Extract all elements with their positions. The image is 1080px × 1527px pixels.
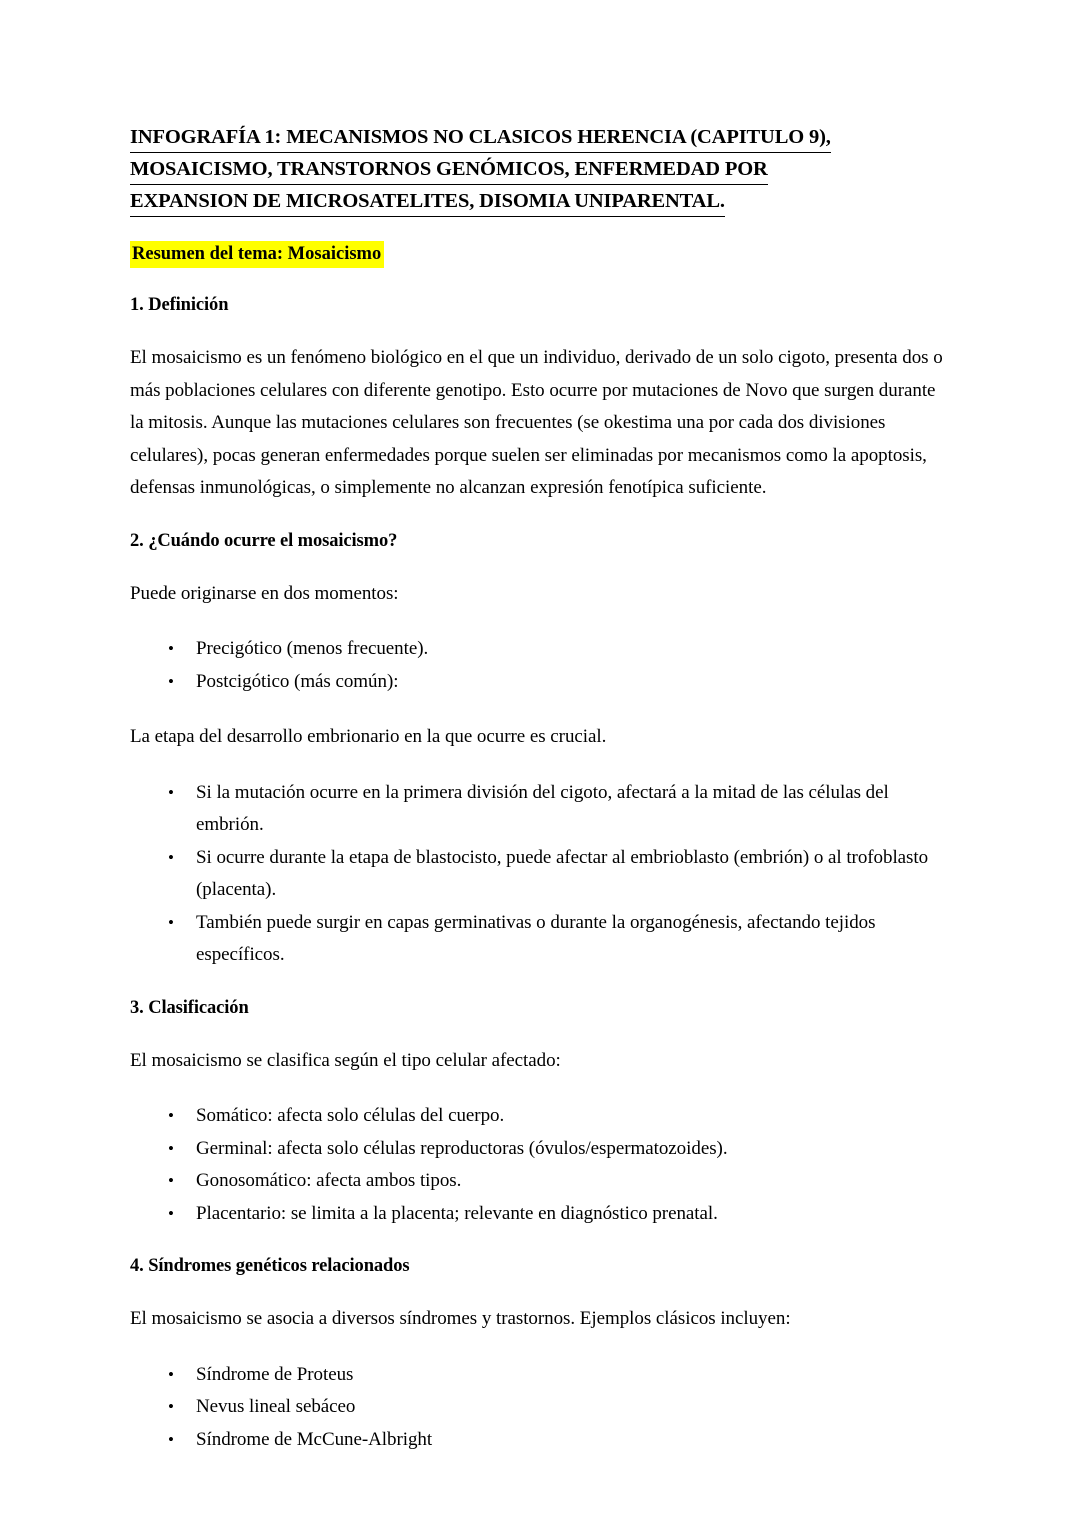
list-item (130, 633, 945, 666)
section-heading-sindromes: 4. Síndromes genéticos relacionados (130, 1256, 410, 1276)
list-item (130, 842, 945, 907)
bullet-icon: • (168, 639, 174, 658)
bullet-icon: • (168, 912, 174, 932)
highlighted-subject-heading: Resumen del tema: Mosaicismo (130, 241, 384, 268)
list-item (130, 1198, 945, 1231)
section-middle-paragraph-etapa: La etapa del desarrollo embrionario en la que ocurre es crucial. (130, 726, 607, 747)
list-item-label: Postcigótico (más común): (196, 670, 399, 692)
bullet-icon: • (168, 671, 174, 691)
document-title-line-3: EXPANSION DE MICROSATELITES, DISOMIA UNIPARENTAL. (130, 186, 725, 217)
bullet-icon: • (168, 1171, 174, 1190)
document-title (130, 122, 890, 217)
list-item-label: Nevus lineal sebáceo (196, 1396, 356, 1417)
list-item-label: Si la mutación ocurre en la primera división del cigoto, afectará a la mitad de las células del embrión. (196, 781, 889, 835)
list-item (130, 1100, 945, 1133)
bullet-list-etapas-desarrollo (130, 777, 945, 972)
list-item-label: Si ocurre durante la etapa de blastocisto, puede afectar al embrioblasto (embrión) o al trofoblasto (placenta). (196, 846, 929, 900)
list-item (130, 1359, 945, 1392)
list-item-label: Precigótico (menos frecuente). (196, 638, 429, 659)
section-heading-definicion: 1. Definición (130, 295, 229, 315)
section-intro-cuando-ocurre: Puede originarse en dos momentos: (130, 582, 399, 604)
list-item (130, 1391, 945, 1424)
list-item (130, 1165, 945, 1198)
bullet-icon: • (168, 1429, 174, 1449)
bullet-icon: • (168, 1203, 174, 1223)
bullet-icon: • (168, 1397, 174, 1416)
document-title-line-2: MOSAICISMO, TRANSTORNOS GENÓMICOS, ENFERMEDAD POR (130, 154, 768, 185)
highlighted-heading-row (130, 241, 945, 268)
list-item (130, 1133, 945, 1166)
document-title-line-1: INFOGRAFÍA 1: MECANISMOS NO CLASICOS HERENCIA (CAPITULO 9), (130, 122, 831, 153)
bullet-icon: • (168, 1138, 174, 1158)
section-paragraph-definicion: El mosaicismo es un fenómeno biológico en el que un individuo, derivado de un solo cigoto, presenta dos o más poblaciones celulares con diferente genotipo. Esto ocurre por mutaciones de Novo que surgen durante la mitosis. Aunque las mutaciones celulares son frecuentes (se okestima una por cada dos divisiones celulares), pocas generan enfermedades porque suelen ser eliminadas por mecanismos como la apoptosis, defensas inmunológicas, o simplemente no alcanzan expresión fenotípica suficiente. (130, 347, 943, 498)
list-item-label: Placentario: se limita a la placenta; relevante en diagnóstico prenatal. (196, 1202, 718, 1224)
list-item (130, 1424, 945, 1457)
list-item (130, 666, 945, 699)
list-item-label: Síndrome de Proteus (196, 1363, 354, 1385)
list-item-label: Gonosomático: afecta ambos tipos. (196, 1170, 462, 1191)
bullet-icon: • (168, 1364, 174, 1384)
section-intro-clasificacion: El mosaicismo se clasifica según el tipo celular afectado: (130, 1049, 561, 1071)
bullet-icon: • (168, 847, 174, 867)
bullet-list-sindromes (130, 1359, 945, 1457)
list-item (130, 907, 945, 972)
bullet-list-momentos (130, 633, 945, 698)
list-item-label: También puede surgir en capas germinativas o durante la organogénesis, afectando tejidos específicos. (196, 911, 876, 965)
bullet-icon: • (168, 1106, 174, 1125)
bullet-list-clasificacion (130, 1100, 945, 1230)
list-item-label: Germinal: afecta solo células reproductoras (óvulos/espermatozoides). (196, 1137, 728, 1159)
bullet-icon: • (168, 782, 174, 802)
list-item-label: Síndrome de McCune-Albright (196, 1428, 433, 1450)
section-heading-cuando-ocurre: 2. ¿Cuándo ocurre el mosaicismo? (130, 530, 398, 551)
list-item-label: Somático: afecta solo células del cuerpo. (196, 1105, 505, 1126)
section-heading-clasificacion: 3. Clasificación (130, 997, 249, 1018)
list-item (130, 777, 945, 842)
section-intro-sindromes: El mosaicismo se asocia a diversos síndromes y trastornos. Ejemplos clásicos incluyen: (130, 1308, 791, 1329)
